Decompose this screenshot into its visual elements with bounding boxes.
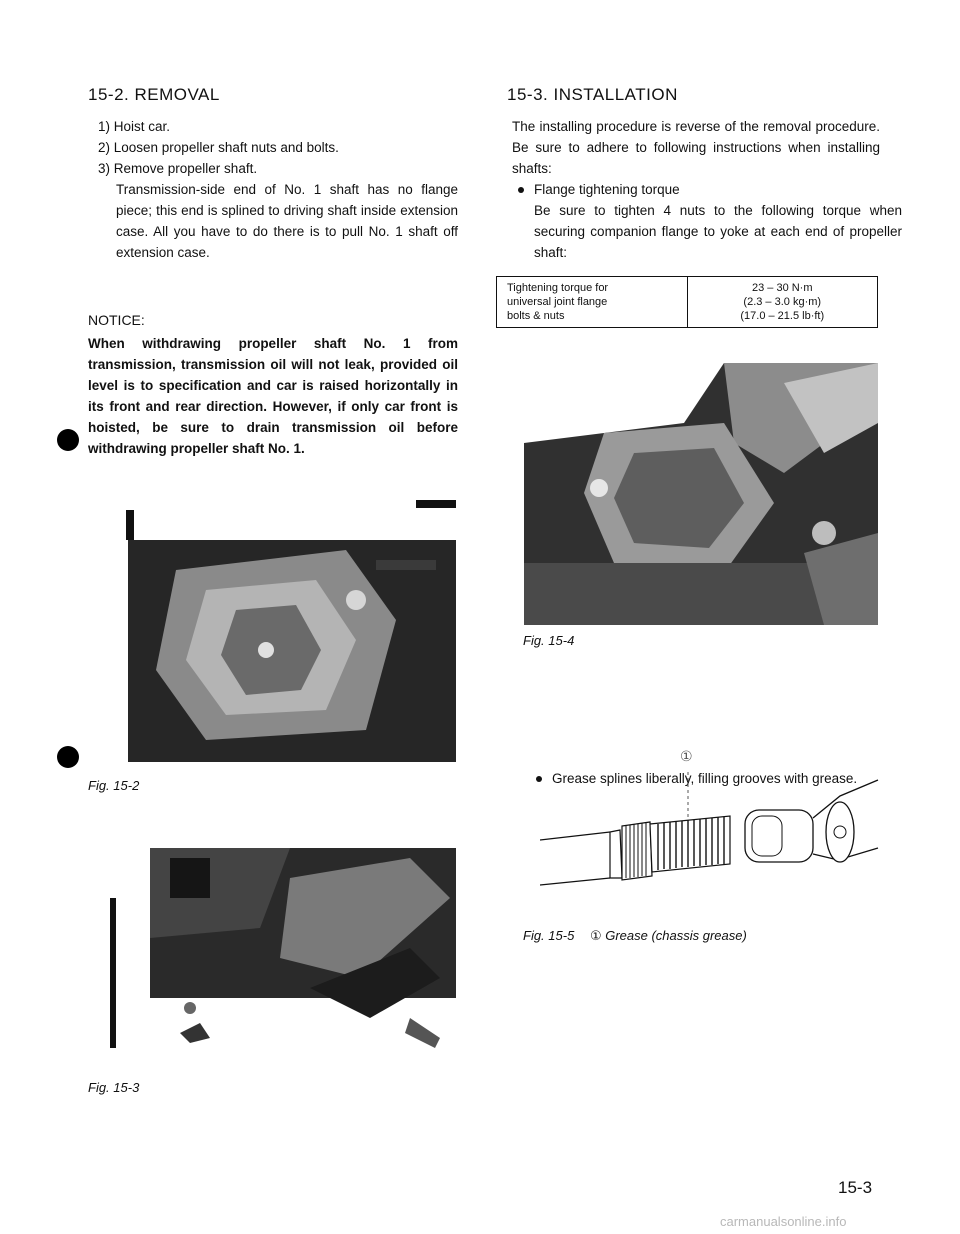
removal-step-3-detail: Transmission-side end of No. 1 shaft has no flange piece; this end is splined to driving shaft inside extension case. All you have to do there is to pull No. 1 shaft off extension case. bbox=[116, 182, 458, 260]
bullet-flange-torque-title: Flange tightening torque bbox=[534, 182, 680, 197]
torque-value-line: (17.0 – 21.5 lb·ft) bbox=[740, 310, 825, 322]
grease-marker-label: ① bbox=[680, 748, 693, 764]
fig-15-3-caption: Fig. 15-3 bbox=[88, 1080, 140, 1095]
propeller-shaft-photo-illustration bbox=[524, 363, 878, 625]
fig-15-4-photo bbox=[524, 363, 878, 625]
notice-title: NOTICE: bbox=[88, 312, 145, 328]
removal-steps bbox=[98, 116, 458, 263]
notice-body: When withdrawing propeller shaft No. 1 from transmission, transmission oil will not leak, provided oil level is to specification and car is raised horizontally in its front and rear direction. However, if only car front is hoisted, be sure to drain transmission oil before withdrawing propeller shaft No. 1. bbox=[88, 336, 458, 456]
removal-heading: 15-2. REMOVAL bbox=[88, 85, 220, 104]
fig-15-2-photo bbox=[116, 500, 456, 762]
torque-value-line: 23 – 30 N·m bbox=[751, 282, 813, 294]
torque-label-line: universal joint flange bbox=[507, 296, 608, 308]
torque-label-cell bbox=[497, 277, 688, 328]
binder-hole-bottom bbox=[57, 746, 79, 768]
removal-step-1: 1) Hoist car. bbox=[98, 119, 171, 134]
flange-photo-illustration bbox=[110, 838, 456, 1064]
removal-step-2: 2) Loosen propeller shaft nuts and bolts. bbox=[98, 140, 339, 155]
torque-label-line: bolts & nuts bbox=[507, 310, 565, 322]
bullet-grease-splines-text: Grease splines liberally, filling grooves with grease. bbox=[552, 771, 858, 786]
torque-value-cell bbox=[687, 277, 878, 328]
installation-heading: 15-3. INSTALLATION bbox=[507, 85, 678, 104]
table-row bbox=[497, 277, 878, 328]
fig-15-5-caption bbox=[523, 928, 747, 944]
fig-15-5-drawing bbox=[540, 740, 880, 910]
page-number: 15-3 bbox=[838, 1178, 873, 1197]
watermark-text: carmanualsonline.info bbox=[720, 1214, 847, 1229]
binder-hole-top bbox=[57, 429, 79, 451]
bullet-flange-torque bbox=[512, 179, 902, 263]
transmission-photo-illustration bbox=[116, 500, 456, 762]
bullet-flange-torque-body: Be sure to tighten 4 nuts to the following torque when securing companion flange to yoke at each end of propeller shaft: bbox=[534, 203, 902, 260]
torque-value-line: (2.3 – 3.0 kg·m) bbox=[743, 296, 822, 308]
fig-15-4-caption: Fig. 15-4 bbox=[523, 633, 575, 648]
fig-15-5-number: Fig. 15-5 bbox=[523, 928, 575, 943]
fig-15-3-photo bbox=[110, 838, 456, 1064]
installation-intro: The installing procedure is reverse of the removal procedure. Be sure to adhere to following instructions when installing shafts: bbox=[512, 119, 880, 176]
torque-table bbox=[496, 276, 878, 328]
bullet-dot-icon bbox=[518, 187, 524, 193]
removal-step-3: 3) Remove propeller shaft. bbox=[98, 161, 258, 176]
torque-label-line: Tightening torque for bbox=[507, 282, 609, 294]
splined-shaft-drawing bbox=[540, 740, 880, 910]
fig-15-5-legend: ① Grease (chassis grease) bbox=[589, 928, 747, 943]
fig-15-2-caption: Fig. 15-2 bbox=[88, 778, 140, 793]
